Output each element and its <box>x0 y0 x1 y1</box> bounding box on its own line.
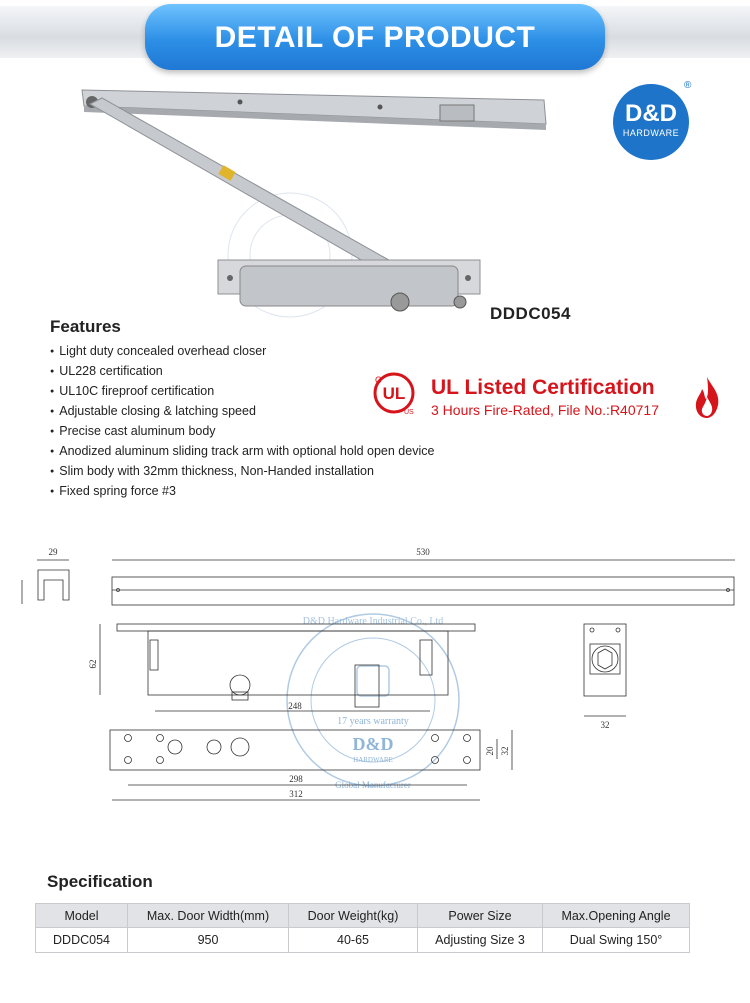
watermark-brand-sub: HARDWARE <box>353 756 393 764</box>
specification-table <box>35 903 690 953</box>
dim-side-width: 32 <box>600 720 610 730</box>
table-cell: 40-65 <box>289 928 418 953</box>
dim-bottom-outer: 312 <box>289 789 303 799</box>
feature-item: ● Slim body with 32mm thickness, Non-Handed installation <box>50 463 434 483</box>
fire-icon <box>692 375 722 419</box>
ul-mark-c: C <box>375 375 382 385</box>
track-elevation-drawing <box>112 560 735 605</box>
features-list <box>50 343 434 503</box>
registered-mark: ® <box>684 80 692 91</box>
header-banner <box>145 4 605 70</box>
table-cell: 950 <box>128 928 289 953</box>
table-header: Power Size <box>418 904 543 928</box>
dim-body-length: 248 <box>288 701 302 711</box>
table-cell: DDDC054 <box>36 928 128 953</box>
dim-mount-20: 20 <box>485 746 495 756</box>
table-header: Door Weight(kg) <box>289 904 418 928</box>
watermark-warranty: 17 years warranty <box>337 716 409 727</box>
table-cell: Adjusting Size 3 <box>418 928 543 953</box>
table-header: Max. Door Width(mm) <box>128 904 289 928</box>
table-header: Model <box>36 904 128 928</box>
watermark-company: D&D Hardware Industrial Co., Ltd <box>302 616 444 627</box>
closer-side-drawing <box>584 624 626 716</box>
dim-track-length: 530 <box>416 547 430 557</box>
ul-mark-us: US <box>404 409 414 415</box>
product-photo <box>70 80 550 320</box>
table-cell: Dual Swing 150° <box>543 928 690 953</box>
feature-item: ● UL228 certification <box>50 363 434 383</box>
watermark-brand: D&D <box>352 734 394 754</box>
closer-bottom-drawing <box>110 730 512 800</box>
logo-main-text: D&D <box>625 100 677 127</box>
watermark-slogan: Global Manufacturer <box>335 780 411 790</box>
technical-drawings <box>0 540 750 820</box>
dim-body-height: 62 <box>88 659 98 669</box>
feature-item: ● Precise cast aluminum body <box>50 423 434 443</box>
brand-logo <box>613 84 689 160</box>
ul-certification-title: UL Listed Certification <box>431 376 655 399</box>
feature-item: ● Adjustable closing & latching speed <box>50 403 434 423</box>
ul-mark-text: UL <box>382 384 406 403</box>
dim-mount-32: 32 <box>500 746 510 756</box>
table-row <box>36 928 690 953</box>
feature-item: ● UL10C fireproof certification <box>50 383 434 403</box>
features-title: Features <box>50 317 121 336</box>
dim-track-width: 29 <box>48 547 58 557</box>
ul-mark-icon <box>372 371 416 415</box>
track-section-drawing <box>22 560 69 604</box>
model-code: DDDC054 <box>490 304 571 323</box>
table-header-row <box>36 904 690 928</box>
feature-item: ● Light duty concealed overhead closer <box>50 343 434 363</box>
ul-certification-subtitle: 3 Hours Fire-Rated, File No.:R40717 <box>431 402 659 418</box>
page-title: DETAIL OF PRODUCT <box>214 21 536 54</box>
logo-sub-text: HARDWARE <box>622 128 680 138</box>
feature-item: ● Fixed spring force #3 <box>50 483 434 503</box>
specification-title: Specification <box>47 872 153 891</box>
dim-bottom-inner: 298 <box>289 774 303 784</box>
table-header: Max.Opening Angle <box>543 904 690 928</box>
feature-item: ● Anodized aluminum sliding track arm with optional hold open device <box>50 443 434 463</box>
